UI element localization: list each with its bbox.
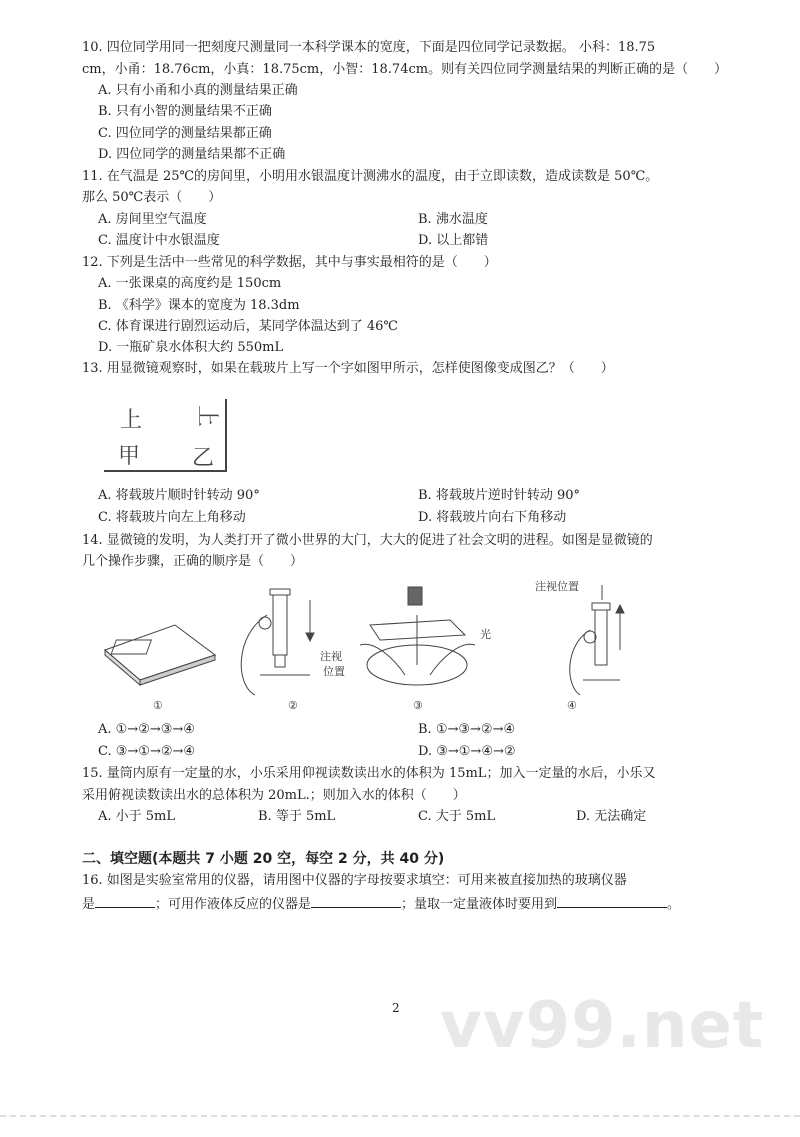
q16-part-4: 。 <box>667 897 681 912</box>
q15-text-1: 15. 量筒内原有一定量的水，小乐采用仰视读数读出水的体积为 15mL；加入一定量的水后，小乐又 <box>82 766 656 781</box>
watermark: vv99.net <box>440 989 765 1063</box>
char-a: 上 <box>120 408 143 433</box>
q14-option-d: D. ③→①→④→② <box>418 744 516 759</box>
q14-option-b: B. ①→③→②→④ <box>418 722 516 737</box>
q16-text-2 <box>82 893 680 915</box>
q12-option-c: C. 体育课进行剧烈运动后，某同学体温达到了 46℃ <box>98 319 398 334</box>
q14-figure <box>95 575 625 715</box>
q11-option-a: A. 房间里空气温度 <box>98 212 207 227</box>
watch-label-2: 位置 <box>323 665 345 678</box>
step-label-2: ② <box>288 699 298 712</box>
q13-text-1: 13. 用显微镜观察时，如果在载玻片上写一个字如图甲所示，怎样使图像变成图乙？（ ） <box>82 361 614 376</box>
q10-text-1: 10. 四位同学用同一把刻度尺测量同一本科学课本的宽度，下面是四位同学记录数据。 小科：18.75 <box>82 40 656 55</box>
label-a: 甲 <box>118 444 141 469</box>
q10-option-d: D. 四位同学的测量结果都不正确 <box>98 147 286 162</box>
q13-option-c: C. 将载玻片向左上角移动 <box>98 510 246 525</box>
light-label: 光 <box>480 628 491 641</box>
q16-part-1: 是 <box>82 897 96 912</box>
q12-option-d: D. 一瓶矿泉水体积大约 550mL <box>98 340 284 355</box>
hands-holding-slide-illustration <box>360 587 475 685</box>
q13-option-b: B. 将载玻片逆时针转动 90° <box>418 488 580 503</box>
q10-option-c: C. 四位同学的测量结果都正确 <box>98 126 272 141</box>
microscope-lowering-illustration <box>241 589 314 695</box>
answer-blank-1[interactable] <box>95 893 155 908</box>
q16-part-3: ；量取一定量液体时要用到 <box>401 897 558 912</box>
q11-text-1: 11. 在气温是 25℃的房间里，小明用水银温度计测沸水的温度，由于立即读数，造成读数是 50℃。 <box>82 169 659 184</box>
q14-option-a: A. ①→②→③→④ <box>98 722 195 737</box>
q11-option-d: D. 以上都错 <box>418 233 489 248</box>
microscope-raising-illustration <box>570 585 624 695</box>
q12-option-a: A. 一张课桌的高度约是 150cm <box>98 276 282 291</box>
q15-option-a: A. 小于 5mL <box>98 809 176 824</box>
watch-label-1: 注视 <box>320 650 342 663</box>
q12-text-1: 12. 下列是生活中一些常见的科学数据，其中与事实最相符的是（ ） <box>82 255 497 270</box>
step-label-1: ① <box>153 699 163 712</box>
q11-text-2: 那么 50℃表示（ ） <box>82 190 222 205</box>
q15-option-b: B. 等于 5mL <box>258 809 336 824</box>
page-number: 2 <box>392 1001 400 1015</box>
page-divider <box>0 1115 800 1117</box>
q16-text-1: 16. 如图是实验室常用的仪器，请用图中仪器的字母按要求填空：可用来被直接加热的玻璃仪器 <box>82 873 627 888</box>
q14-text-1: 14. 显微镜的发明，为人类打开了微小世界的大门，大大的促进了社会文明的进程。如图是显微镜的 <box>82 533 653 548</box>
q15-option-c: C. 大于 5mL <box>418 809 496 824</box>
q13-option-a: A. 将载玻片顺时针转动 90° <box>98 488 260 503</box>
q14-text-2: 几个操作步骤，正确的顺序是（ ） <box>82 554 304 569</box>
label-b: 乙 <box>192 446 215 471</box>
q10-option-a: A. 只有小甬和小真的测量结果正确 <box>98 83 298 98</box>
slide-on-stage-illustration <box>105 625 215 685</box>
q11-option-b: B. 沸水温度 <box>418 212 488 227</box>
q10-option-b: B. 只有小智的测量结果不正确 <box>98 104 272 119</box>
q16-part-2: ；可用作液体反应的仪器是 <box>155 897 312 912</box>
q15-text-2: 采用俯视读数读出水的总体积为 20mL.；则加入水的体积（ ） <box>82 788 466 803</box>
step-label-3: ③ <box>413 699 423 712</box>
q11-option-c: C. 温度计中水银温度 <box>98 233 220 248</box>
q10-text-2: cm，小甬：18.76cm，小真：18.75cm，小智：18.74cm。则有关四位同学测量结果的判断正确的是（ ） <box>82 62 728 77</box>
answer-blank-2[interactable] <box>311 893 401 908</box>
q13-option-d: D. 将载玻片向右下角移动 <box>418 510 567 525</box>
q14-option-c: C. ③→①→②→④ <box>98 744 196 759</box>
q15-option-d: D. 无法确定 <box>576 809 647 824</box>
answer-blank-3[interactable] <box>557 893 667 908</box>
section-heading: 二、填空题(本题共 7 小题 20 空，每空 2 分，共 40 分) <box>82 851 445 867</box>
watch-position-label: 注视位置 <box>535 580 579 593</box>
step-label-4: ④ <box>567 699 577 712</box>
char-b: 上 <box>194 405 219 428</box>
q13-figure <box>100 395 230 475</box>
q12-option-b: B. 《科学》课本的宽度为 18.3dm <box>98 298 300 313</box>
